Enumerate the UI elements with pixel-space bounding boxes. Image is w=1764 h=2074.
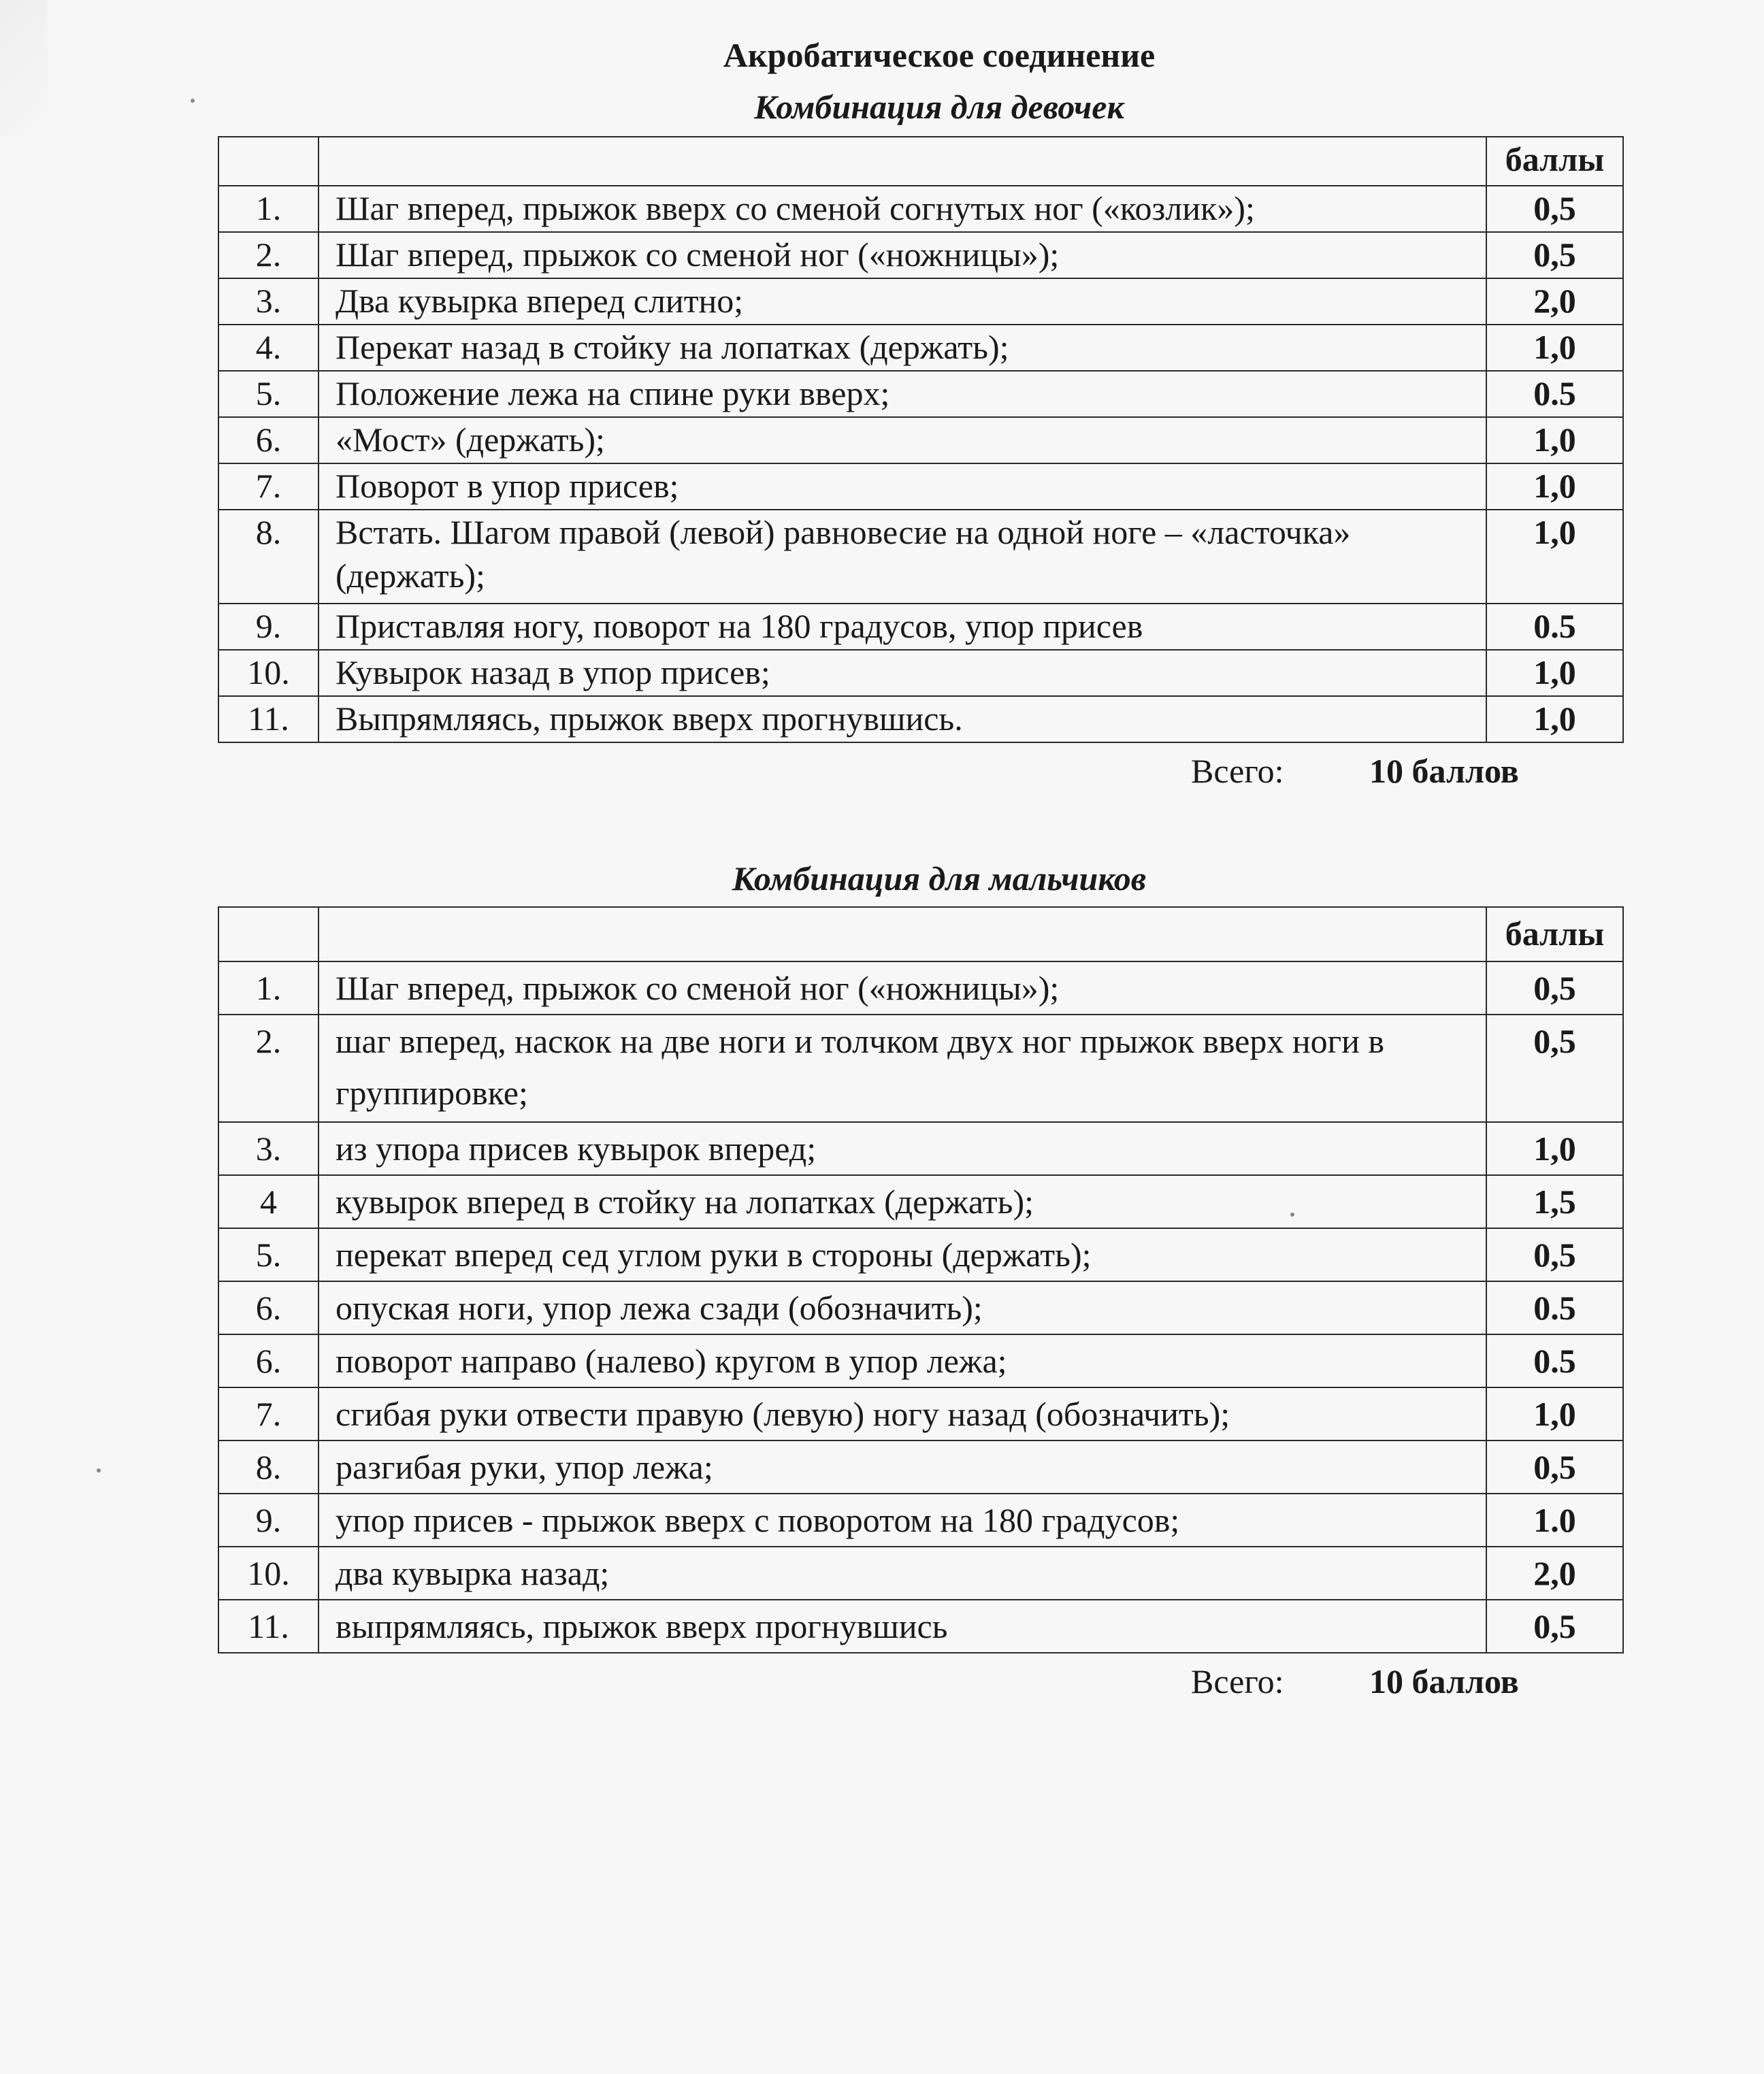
row-points: 0,5 xyxy=(1486,961,1623,1015)
table-row xyxy=(218,1441,1623,1494)
row-description: Шаг вперед, прыжок со сменой ног («ножницы»); xyxy=(318,961,1486,1015)
row-points: 0.5 xyxy=(1486,1334,1623,1387)
row-points: 2,0 xyxy=(1486,1547,1623,1600)
table-row xyxy=(218,696,1623,742)
header-num-cell xyxy=(218,907,318,961)
table-row xyxy=(218,417,1623,463)
table-row xyxy=(218,1281,1623,1334)
total-label: Всего: xyxy=(1191,752,1284,790)
row-description: Поворот в упор присев; xyxy=(318,463,1486,510)
table-row xyxy=(218,232,1623,278)
row-description: Шаг вперед, прыжок вверх со сменой согнутых ног («козлик»); xyxy=(318,186,1486,232)
row-points: 1,5 xyxy=(1486,1175,1623,1228)
row-number: 8. xyxy=(218,510,318,604)
row-description: «Мост» (держать); xyxy=(318,417,1486,463)
row-number: 5. xyxy=(218,1228,318,1281)
table-row xyxy=(218,463,1623,510)
header-desc-cell xyxy=(318,907,1486,961)
total-label: Всего: xyxy=(1191,1662,1284,1700)
table-row xyxy=(218,1015,1623,1122)
row-points: 0.5 xyxy=(1486,1281,1623,1334)
scan-speck xyxy=(1290,1213,1294,1217)
table-row xyxy=(218,1122,1623,1175)
row-description: шаг вперед, наскок на две ноги и толчком двух ног прыжок вверх ноги в группировке; xyxy=(318,1015,1486,1122)
table-row xyxy=(218,1334,1623,1387)
girls-score-table xyxy=(218,136,1624,743)
row-number: 4 xyxy=(218,1175,318,1228)
row-number: 11. xyxy=(218,696,318,742)
row-points: 0,5 xyxy=(1486,1600,1623,1653)
row-points: 0,5 xyxy=(1486,1015,1623,1122)
row-points: 1,0 xyxy=(1486,696,1623,742)
row-description: Положение лежа на спине руки вверх; xyxy=(318,371,1486,417)
row-description: кувырок вперед в стойку на лопатках (держать); xyxy=(318,1175,1486,1228)
table-row xyxy=(218,1387,1623,1441)
row-number: 5. xyxy=(218,371,318,417)
row-number: 7. xyxy=(218,1387,318,1441)
row-description: поворот направо (налево) кругом в упор лежа; xyxy=(318,1334,1486,1387)
row-description: перекат вперед сед углом руки в стороны (держать); xyxy=(318,1228,1486,1281)
points-header: баллы xyxy=(1486,907,1623,961)
row-description: Шаг вперед, прыжок со сменой ног («ножницы»); xyxy=(318,232,1486,278)
row-points: 0,5 xyxy=(1486,1228,1623,1281)
row-number: 3. xyxy=(218,1122,318,1175)
table-row xyxy=(218,650,1623,696)
row-number: 11. xyxy=(218,1600,318,1653)
table-header-row xyxy=(218,137,1623,186)
table-row xyxy=(218,1494,1623,1547)
girls-heading: Комбинация для девочек xyxy=(754,88,1124,126)
row-points: 2,0 xyxy=(1486,278,1623,325)
scan-speck xyxy=(191,99,195,103)
row-points: 1,0 xyxy=(1486,463,1623,510)
row-number: 2. xyxy=(218,1015,318,1122)
row-description: из упора присев кувырок вперед; xyxy=(318,1122,1486,1175)
table-row xyxy=(218,1547,1623,1600)
total-value: 10 баллов xyxy=(1369,752,1519,790)
row-points: 1.0 xyxy=(1486,1494,1623,1547)
row-description: Два кувырка вперед слитно; xyxy=(318,278,1486,325)
table-row xyxy=(218,604,1623,650)
row-description: два кувырка назад; xyxy=(318,1547,1486,1600)
total-value: 10 баллов xyxy=(1369,1662,1519,1700)
row-number: 9. xyxy=(218,1494,318,1547)
table-row xyxy=(218,961,1623,1015)
table-row xyxy=(218,1228,1623,1281)
row-number: 1. xyxy=(218,186,318,232)
row-points: 1,0 xyxy=(1486,325,1623,371)
row-description: разгибая руки, упор лежа; xyxy=(318,1441,1486,1494)
row-description: Встать. Шагом правой (левой) равновесие на одной ноге – «ласточка» (держать); xyxy=(318,510,1486,604)
row-number: 8. xyxy=(218,1441,318,1494)
row-number: 7. xyxy=(218,463,318,510)
row-number: 4. xyxy=(218,325,318,371)
header-num-cell xyxy=(218,137,318,186)
row-description: Перекат назад в стойку на лопатках (держать); xyxy=(318,325,1486,371)
table-row xyxy=(218,278,1623,325)
row-description: выпрямляясь, прыжок вверх прогнувшись xyxy=(318,1600,1486,1653)
table-header-row xyxy=(218,907,1623,961)
row-description: упор присев - прыжок вверх с поворотом на 180 градусов; xyxy=(318,1494,1486,1547)
document-title: Акробатическое соединение xyxy=(723,36,1156,74)
boys-total xyxy=(1191,1662,1519,1701)
row-number: 6. xyxy=(218,417,318,463)
row-points: 1,0 xyxy=(1486,1387,1623,1441)
row-points: 1,0 xyxy=(1486,510,1623,604)
row-points: 0,5 xyxy=(1486,1441,1623,1494)
row-points: 0,5 xyxy=(1486,232,1623,278)
table-row xyxy=(218,1175,1623,1228)
row-points: 0,5 xyxy=(1486,186,1623,232)
row-points: 1,0 xyxy=(1486,417,1623,463)
table-row xyxy=(218,510,1623,604)
row-number: 1. xyxy=(218,961,318,1015)
row-points: 0.5 xyxy=(1486,371,1623,417)
row-description: опуская ноги, упор лежа сзади (обозначить); xyxy=(318,1281,1486,1334)
row-description: сгибая руки отвести правую (левую) ногу назад (обозначить); xyxy=(318,1387,1486,1441)
row-points: 0.5 xyxy=(1486,604,1623,650)
table-row xyxy=(218,371,1623,417)
row-number: 10. xyxy=(218,650,318,696)
points-header: баллы xyxy=(1486,137,1623,186)
row-description: Приставляя ногу, поворот на 180 градусов, упор присев xyxy=(318,604,1486,650)
girls-total xyxy=(1191,751,1519,791)
header-desc-cell xyxy=(318,137,1486,186)
table-row xyxy=(218,325,1623,371)
row-description: Выпрямляясь, прыжок вверх прогнувшись. xyxy=(318,696,1486,742)
table-row xyxy=(218,1600,1623,1653)
row-number: 10. xyxy=(218,1547,318,1600)
row-number: 2. xyxy=(218,232,318,278)
row-number: 6. xyxy=(218,1281,318,1334)
row-points: 1,0 xyxy=(1486,1122,1623,1175)
row-description: Кувырок назад в упор присев; xyxy=(318,650,1486,696)
row-points: 1,0 xyxy=(1486,650,1623,696)
row-number: 9. xyxy=(218,604,318,650)
scan-speck xyxy=(97,1468,101,1472)
row-number: 6. xyxy=(218,1334,318,1387)
boys-heading: Комбинация для мальчиков xyxy=(732,859,1147,898)
boys-score-table xyxy=(218,906,1624,1653)
row-number: 3. xyxy=(218,278,318,325)
table-row xyxy=(218,186,1623,232)
